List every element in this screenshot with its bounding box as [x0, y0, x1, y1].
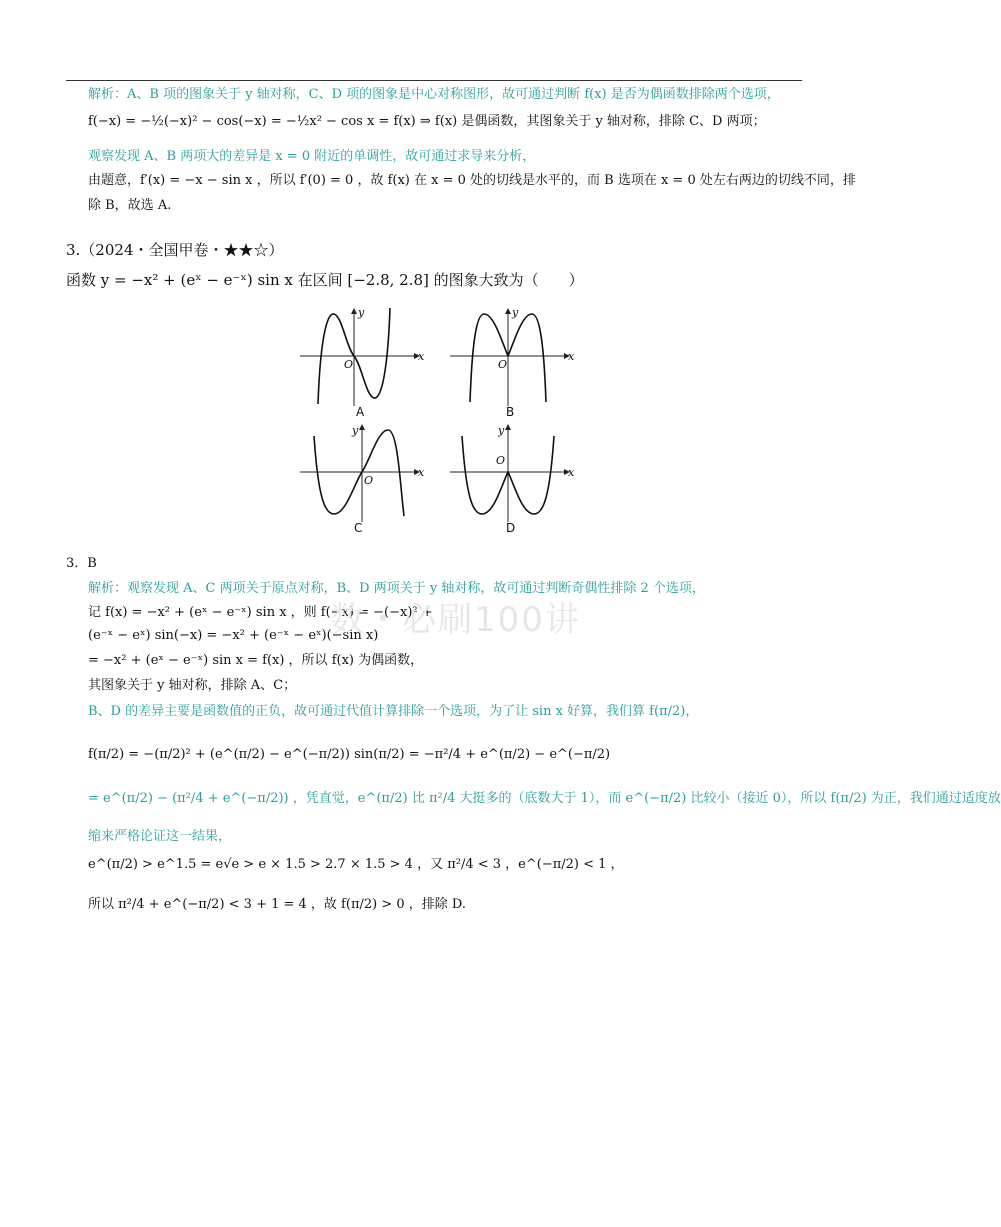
- question-header: 3.（2024・全国甲卷・★★☆）: [66, 241, 284, 259]
- graph-b: [446, 306, 576, 422]
- graph-b-origin: O: [498, 358, 508, 371]
- graph-d-origin: O: [496, 454, 506, 467]
- top-line-5: 除 B，故选 A.: [88, 198, 172, 213]
- graph-b-x-label: x: [568, 350, 575, 363]
- header-rule: [66, 80, 802, 81]
- graph-a-y-label: y: [358, 306, 365, 319]
- graph-c-y-label: y: [352, 424, 359, 437]
- graph-d-x-label: x: [568, 466, 575, 479]
- answer-line-7: f(π/2) = −(π/2)² + (e^(π/2) − e^(−π/2)) sin(π/2) = −π²/4 + e^(π/2) − e^(−π/2): [88, 747, 611, 762]
- graph-c-origin: O: [364, 474, 374, 487]
- graph-a: [296, 306, 426, 422]
- answer-line-9: 缩来严格论证这一结果，: [88, 829, 232, 844]
- graph-c-x-label: x: [418, 466, 425, 479]
- answer-line-2: 记 f(x) = −x² + (eˣ − e⁻ˣ) sin x ，则 f(−x) = −(−x)² +: [88, 605, 433, 620]
- graph-a-origin: O: [344, 358, 354, 371]
- graph-d-caption: D: [506, 521, 516, 535]
- graph-a-x-label: x: [418, 350, 425, 363]
- answer-line-10: e^(π/2) > e^1.5 = e√e > e × 1.5 > 2.7 × 1.5 > 4 ，又 π²/4 < 3 ，e^(−π/2) < 1 ，: [88, 857, 624, 872]
- answer-line-11: 所以 π²/4 + e^(−π/2) < 3 + 1 = 4 ，故 f(π/2) > 0 ，排除 D.: [88, 897, 466, 912]
- watermark: 数・必刷100讲: [330, 600, 581, 640]
- graph-d: [446, 424, 576, 540]
- graph-c-caption: C: [354, 521, 363, 535]
- answer-line-1: 解析：观察发现 A、C 两项关于原点对称，B、D 两项关于 y 轴对称，故可通过判断奇偶性排除 2 个选项，: [88, 581, 705, 596]
- graph-b-y-label: y: [512, 306, 519, 319]
- answer-line-3: (e⁻ˣ − eˣ) sin(−x) = −x² + (e⁻ˣ − eˣ)(−sin x): [88, 628, 379, 643]
- graph-d-y-label: y: [498, 424, 505, 437]
- graph-c: [296, 424, 426, 540]
- answer-line-4: = −x² + (eˣ − e⁻ˣ) sin x = f(x) ，所以 f(x) 为偶函数，: [88, 653, 424, 668]
- answer-line-8: = e^(π/2) − (π²/4 + e^(−π/2)) ，凭直觉，e^(π/2) 比 π²/4 大挺多的（底数大于 1），而 e^(−π/2) 比较小（接近 0），所以 f(π/2) 为正，我们通过适度放: [88, 791, 1001, 806]
- answer-line-5: 其图象关于 y 轴对称，排除 A、C；: [88, 678, 297, 693]
- answer-line-6: B、D 的差异主要是函数值的正负，故可通过代值计算排除一个选项，为了让 sin x 好算，我们算 f(π/2)，: [88, 704, 699, 719]
- top-line-2: f(−x) = −½(−x)² − cos(−x) = −½x² − cos x = f(x) ⇒ f(x) 是偶函数，其图象关于 y 轴对称，排除 C、D 两项；: [88, 114, 766, 129]
- top-line-3: 观察发现 A、B 两项大的差异是 x = 0 附近的单调性，故可通过求导来分析，: [88, 149, 536, 164]
- graph-b-caption: B: [506, 405, 515, 419]
- top-line-4: 由题意，f′(x) = −x − sin x ，所以 f′(0) = 0 ，故 f(x) 在 x = 0 处的切线是水平的，而 B 选项在 x = 0 处左右两边的切线不同，排: [88, 173, 856, 188]
- top-line-1: 解析：A、B 项的图象关于 y 轴对称，C、D 项的图象是中心对称图形，故可通过判断 f(x) 是否为偶函数排除两个选项，: [88, 87, 780, 102]
- graph-a-caption: A: [356, 405, 365, 419]
- question-stem: 函数 y = −x² + (eˣ − e⁻ˣ) sin x 在区间 [−2.8, 2.8] 的图象大致为（ ）: [66, 271, 584, 289]
- answer-label: 3．B: [66, 556, 97, 571]
